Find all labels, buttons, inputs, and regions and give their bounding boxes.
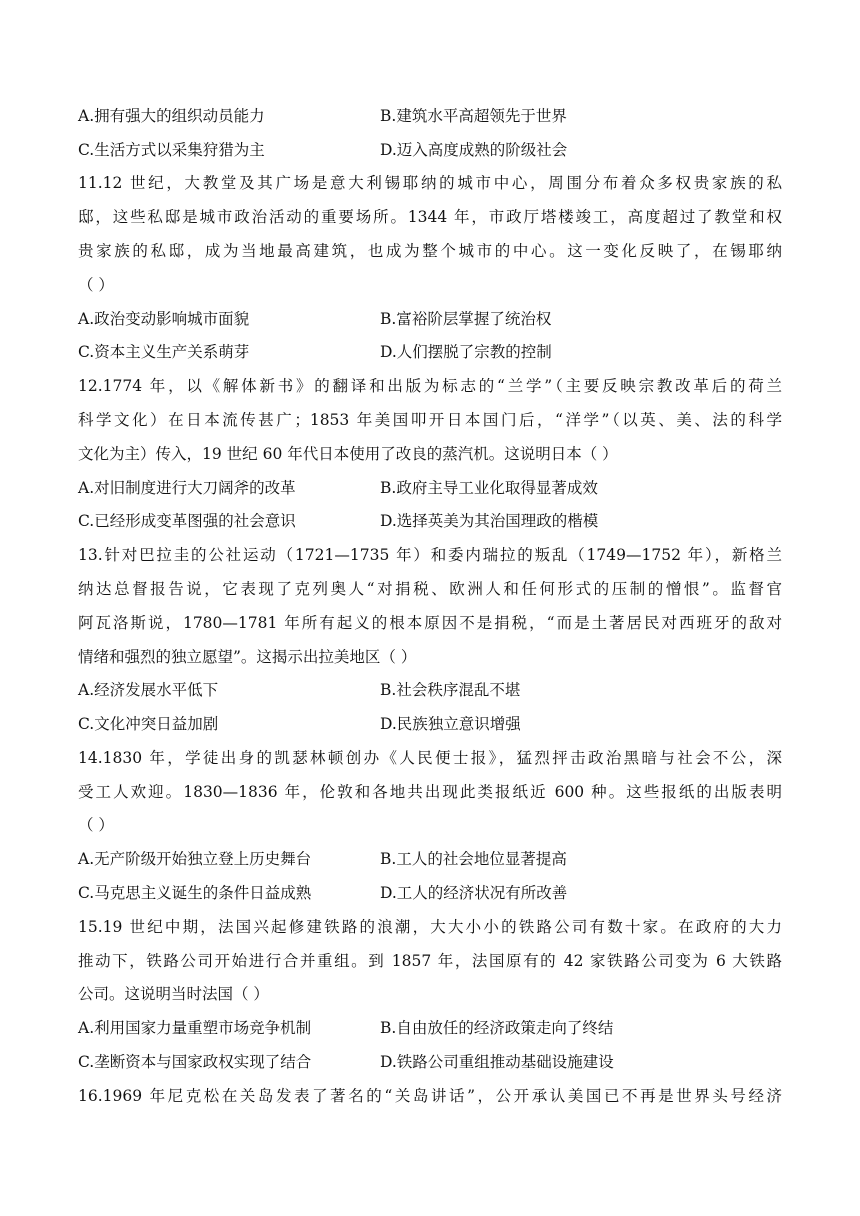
q13-stem-line: 情绪和强烈的独立愿望”。这揭示出拉美地区（ ） [78,648,417,666]
q11-option-c: C.资本主义生产关系萌芽 [78,343,250,361]
q14-stem-line: 14.1830 年，学徒出身的凯瑟林顿创办《人民便士报》，猛烈抨击政治黑暗与社会不公，深 [78,749,782,767]
q14-stem-line: 受工人欢迎。1830—1836 年，伦敦和各地共出现此类报纸近 600 种。这些报纸的出版表明 [78,783,782,801]
q13-option-b: B.社会秩序混乱不堪 [380,681,521,699]
q12-stem-line: 科学文化）在日本流传甚广；1853 年美国叩开日本国门后，“洋学”（以英、美、法的科学 [78,411,782,429]
q11-stem-line: 贵家族的私邸，成为当地最高建筑，也成为整个城市的中心。这一变化反映了，在锡耶纳 [78,242,782,260]
q12-option-c: C.已经形成变革图强的社会意识 [78,512,296,530]
q14-option-d: D.工人的经济状况有所改善 [380,884,568,902]
q12-option-d: D.选择英美为其治国理政的楷模 [380,512,599,530]
q12-stem-line: 文化为主）传入，19 世纪 60 年代日本使用了改良的蒸汽机。这说明日本（ ） [78,445,618,463]
q13-stem-line: 13.针对巴拉圭的公社运动（1721—1735 年）和委内瑞拉的叛乱（1749—1752 年），新格兰 [78,546,782,564]
q13-option-a: A.经济发展水平低下 [78,681,219,699]
q10-option-c: C.生活方式以采集狩猎为主 [78,141,265,159]
q10-option-d: D.迈入高度成熟的阶级社会 [380,141,568,159]
q13-stem-line: 纳达总督报告说，它表现了克列奥人“对捐税、欧洲人和任何形式的压制的憎恨”。监督官 [78,580,782,598]
q15-stem-line: 公司。这说明当时法国（ ） [78,985,269,1003]
q14-option-a: A.无产阶级开始独立登上历史舞台 [78,850,312,868]
q11-option-b: B.富裕阶层掌握了统治权 [380,310,552,328]
q14-answer-bracket: （ ） [78,816,114,834]
q12-stem-line: 12.1774 年，以《解体新书》的翻译和出版为标志的“兰学”（主要反映宗教改革后的荷兰 [78,377,782,395]
q11-stem-line: 11.12 世纪，大教堂及其广场是意大利锡耶纳的城市中心，周围分布着众多权贵家族的私 [78,174,782,192]
q15-option-d: D.铁路公司重组推动基础设施建设 [380,1053,614,1071]
q11-option-a: A.政治变动影响城市面貌 [78,310,250,328]
q14-option-c: C.马克思主义诞生的条件日益成熟 [78,884,312,902]
q15-option-b: B.自由放任的经济政策走向了终结 [380,1019,614,1037]
q15-option-c: C.垄断资本与国家政权实现了结合 [78,1053,312,1071]
q13-stem-line: 阿瓦洛斯说，1780—1781 年所有起义的根本原因不是捐税，“而是土著居民对西班牙的敌对 [78,614,782,632]
q15-stem-line: 推动下，铁路公司开始进行合并重组。到 1857 年，法国原有的 42 家铁路公司变为 6 大铁路 [78,952,782,970]
q12-option-b: B.政府主导工业化取得显著成效 [380,479,598,497]
q16-stem-line: 16.1969 年尼克松在关岛发表了著名的“关岛讲话”，公开承认美国已不再是世界头号经济 [78,1087,782,1105]
q13-option-c: C.文化冲突日益加剧 [78,715,219,733]
q15-option-a: A.利用国家力量重塑市场竞争机制 [78,1019,312,1037]
q12-option-a: A.对旧制度进行大刀阔斧的改革 [78,479,296,497]
q10-option-b: B.建筑水平高超领先于世界 [380,107,567,125]
q13-option-d: D.民族独立意识增强 [380,715,521,733]
q11-option-d: D.人们摆脱了宗教的控制 [380,343,552,361]
q11-stem-line: 邸，这些私邸是城市政治活动的重要场所。1344 年，市政厅塔楼竣工，高度超过了教堂和权 [78,208,782,226]
q15-stem-line: 15.19 世纪中期，法国兴起修建铁路的浪潮，大大小小的铁路公司有数十家。在政府的大力 [78,918,782,936]
q10-option-a: A.拥有强大的组织动员能力 [78,107,265,125]
q14-option-b: B.工人的社会地位显著提高 [380,850,567,868]
q11-answer-bracket: （ ） [78,276,114,294]
